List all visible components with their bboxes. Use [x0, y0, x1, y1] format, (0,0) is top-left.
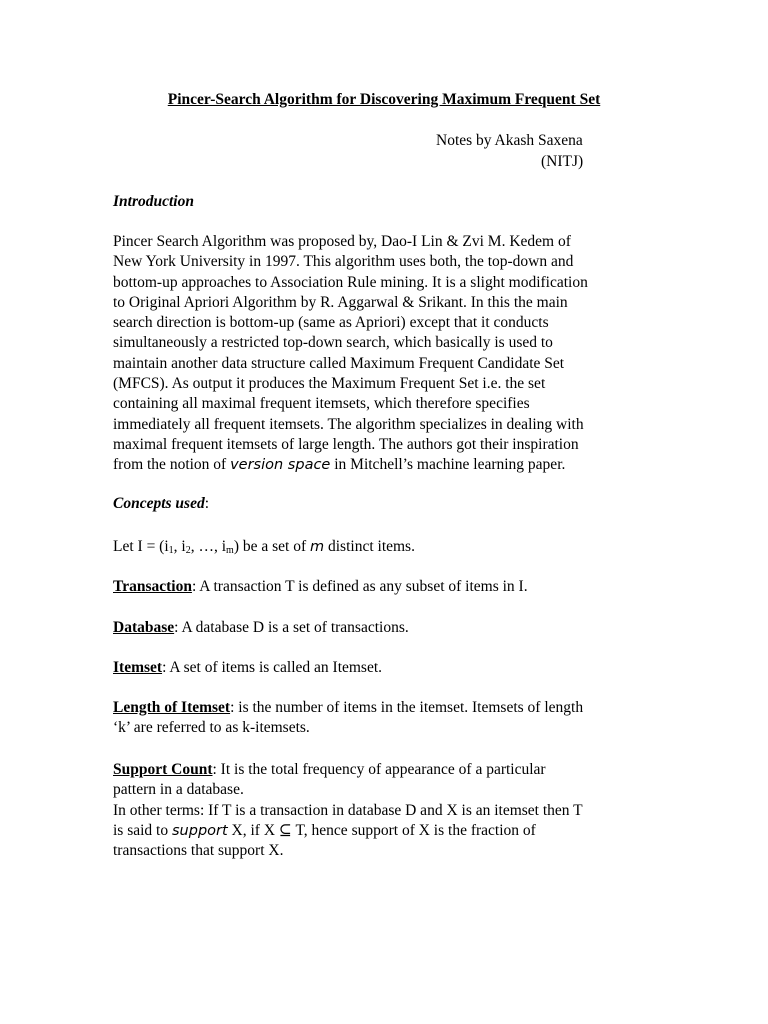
introduction-heading: Introduction [113, 193, 194, 210]
definition-line [113, 698, 658, 718]
concepts-heading-line [113, 494, 658, 514]
heading-colon: : [204, 495, 210, 512]
italic-m: m [310, 539, 325, 555]
paragraph-line: immediately all frequent itemsets. The algorithm specializes in dealing with [113, 415, 584, 433]
transaction-definition [113, 577, 658, 597]
text-run: ) be a set of [233, 538, 310, 555]
definition-line [113, 760, 658, 780]
paragraph-line: New York University in 1997. This algorithm uses both, the top-down and [113, 253, 574, 271]
text-run: in Mitchell’s machine learning paper. [330, 456, 566, 474]
support-count-definition [113, 760, 658, 861]
text-run: X, if X ⊆ T, hence support of X is the fraction of [227, 821, 536, 839]
text-run: : is the number of items in the itemset. Itemsets of length [230, 699, 584, 716]
concepts-heading-block [113, 494, 658, 514]
paragraph-line: simultaneously a restricted top-down search, which basically is used to [113, 334, 553, 352]
database-term: Database [113, 619, 175, 636]
support-italic: support [172, 822, 228, 839]
paragraph-last-line [113, 455, 658, 475]
subscript: 2 [185, 545, 191, 556]
text-run: : A transaction T is defined as any subset of items in I. [191, 578, 528, 595]
paragraph-line: containing all maximal frequent itemsets, which therefore specifies [113, 395, 530, 413]
paragraph-line: (MFCS). As output it produces the Maximum Frequent Set i.e. the set [113, 375, 546, 393]
definition-line [113, 658, 658, 678]
version-space-italic: version space [230, 457, 331, 474]
text-run: Let I = (i [113, 538, 169, 555]
text-run: : A database D is a set of transactions. [174, 619, 409, 636]
document-title: Pincer-Search Algorithm for Discovering Maximum Frequent Set [167, 91, 601, 108]
text-run: , i [173, 538, 186, 555]
definition-line: ‘k’ are referred to as k-itemsets. [113, 719, 310, 737]
definition-line: transactions that support X. [113, 842, 284, 860]
paragraph-line: bottom-up approaches to Association Rule mining. It is a slight modification [113, 273, 588, 291]
text-run: is said to [113, 821, 172, 839]
paragraph-line: search direction is bottom-up (same as Apriori) except that it conducts [113, 314, 549, 332]
subscript: m [226, 545, 234, 556]
definition-line [113, 577, 658, 597]
definition-line: pattern in a database. [113, 781, 244, 799]
text-run: : A set of items is called an Itemset. [162, 659, 383, 676]
transaction-term: Transaction [113, 578, 192, 595]
length-of-itemset-definition [113, 698, 658, 739]
paragraph-line: Pincer Search Algorithm was proposed by, Dao-I Lin & Zvi M. Kedem of [113, 233, 571, 250]
itemset-definition [113, 658, 658, 678]
definition-line: In other terms: If T is a transaction in database D and X is an itemset then T [113, 801, 583, 819]
length-of-itemset-term: Length of Itemset [113, 699, 231, 716]
introduction-paragraph [113, 232, 658, 476]
database-definition [113, 618, 658, 638]
concepts-heading: Concepts used [113, 495, 205, 512]
author-affiliation: (NITJ) [541, 153, 584, 170]
subscript: 1 [168, 545, 174, 556]
itemset-term: Itemset [113, 659, 163, 676]
paragraph-line: maximal frequent itemsets of large length. The authors got their inspiration [113, 435, 579, 453]
text-run: , …, i [190, 538, 227, 555]
introduction-heading-block [113, 192, 658, 212]
support-count-term: Support Count [113, 761, 213, 778]
text-run: from the notion of [113, 456, 231, 474]
text-run: : It is the total frequency of appearance of a particular [212, 761, 546, 778]
item-set-definition [113, 537, 658, 557]
definition-line [113, 821, 658, 841]
author-name: Notes by Akash Saxena [436, 132, 583, 149]
definition-line [113, 537, 658, 557]
paragraph-line: maintain another data structure called Maximum Frequent Candidate Set [113, 354, 565, 372]
text-run: distinct items. [324, 538, 415, 555]
definition-line [113, 618, 658, 638]
paragraph-line: to Original Apriori Algorithm by R. Aggarwal & Srikant. In this the main [113, 293, 568, 311]
